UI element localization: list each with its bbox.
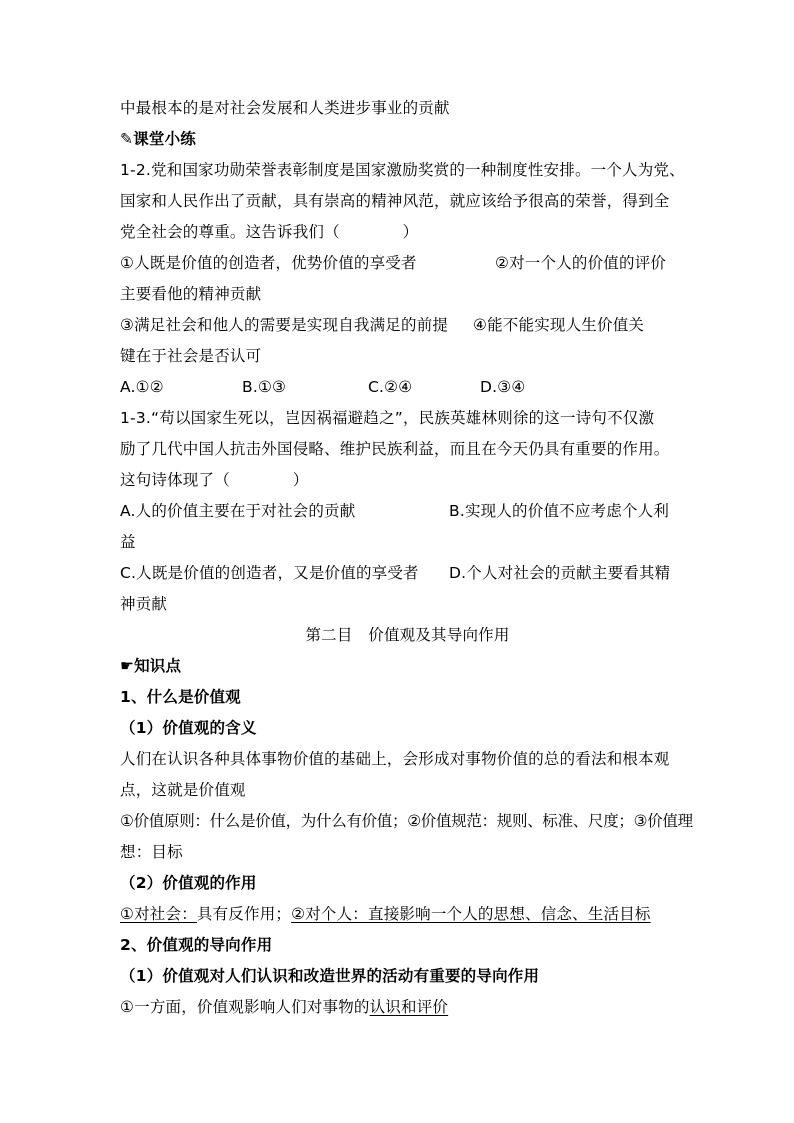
question-1-3-line: 这句诗体现了（ ） [120,471,309,489]
subheading-2-1: （1）价值观对人们认识和改造世界的活动有重要的导向作用 [120,967,540,985]
practice-heading: ✎课堂小练 [120,130,196,148]
answer-d-continued: 神贡献 [120,595,168,613]
answer-b: B.①③ [242,378,287,396]
question-1-2-answers [120,372,695,403]
paragraph-line: ①价值原则：什么是价值，为什么有价值；②价值规范：规则、标准、尺度；③价值理 [120,812,693,830]
question-1-2-options-row [120,310,695,341]
text-line: 中最根本的是对社会发展和人类进步事业的贡献 [120,99,450,117]
question-1-2-options-row [120,248,695,279]
heading-2: 2、价值观的导向作用 [120,936,273,954]
answer-b-continued: 益 [120,533,136,551]
subheading-1-2: （2）价值观的作用 [120,874,257,892]
option-2: ②对一个人的价值的评价 [495,254,667,272]
answer-a: A.人的价值主要在于对社会的贡献 [120,502,356,520]
answer-b: B.实现人的价值不应考虑个人利 [449,502,670,520]
text-span: ①一方面，价值观影响人们对事物的 [120,998,370,1016]
question-1-2-line: 1-2.党和国家功勋荣誉表彰制度是国家激励奖赏的一种制度性安排。一个人为党、 [120,161,685,179]
paragraph-line: 想：目标 [120,843,183,861]
underlined-text: ②对个人： [291,905,369,923]
option-2-continued: 主要看他的精神贡献 [120,285,262,303]
question-1-3-line: 励了几代中国人抗击外国侵略、维护民族利益，而且在今天仍具有重要的作用。 [120,440,670,458]
paragraph-line [120,992,695,1023]
answer-c: C.②④ [368,378,413,396]
underlined-text: 直接影响一个人的思想、信念、生活目标 [368,905,651,923]
section-title: 第二目 价值观及其导向作用 [305,626,510,644]
option-4-continued: 键在于社会是否认可 [120,347,262,365]
answer-a: A.①② [120,378,164,396]
knowledge-heading: ☛知识点 [120,657,182,675]
answer-c: C.人既是价值的创造者，又是价值的享受者 [120,564,419,582]
underlined-text: 认识和评价 [369,998,449,1016]
paragraph-line: 点，这就是价值观 [120,781,246,799]
subheading-1-1: （1）价值观的含义 [120,719,257,737]
option-1: ①人既是价值的创造者，优势价值的享受者 [120,254,417,272]
value-function-line [120,899,695,930]
question-1-2-line: 党全社会的尊重。这告诉我们（ ） [120,223,419,241]
answer-d: D.个人对社会的贡献主要看其精 [449,564,671,582]
paragraph-line: 人们在认识各种具体事物价值的基础上，会形成对事物价值的总的看法和根本观 [120,750,670,768]
option-4: ④能不能实现人生价值关 [473,316,645,334]
question-1-3-line: 1-3.“苟以国家生死以，岂因祸福避趋之”，民族英雄林则徐的这一诗句不仅激 [120,409,655,427]
answer-d: D.③④ [480,378,526,396]
document-page [120,93,695,1023]
text-span: 具有反作用； [196,905,292,923]
underlined-text: ①对社会： [120,905,197,923]
question-1-3-options-row [120,496,695,527]
question-1-3-options-row [120,558,695,589]
option-3: ③满足社会和他人的需要是实现自我满足的前提 [120,316,449,334]
question-1-2-line: 国家和人民作出了贡献，具有崇高的精神风范，就应该给予很高的荣誉，得到全 [120,192,670,210]
heading-1: 1、什么是价值观 [120,688,241,706]
